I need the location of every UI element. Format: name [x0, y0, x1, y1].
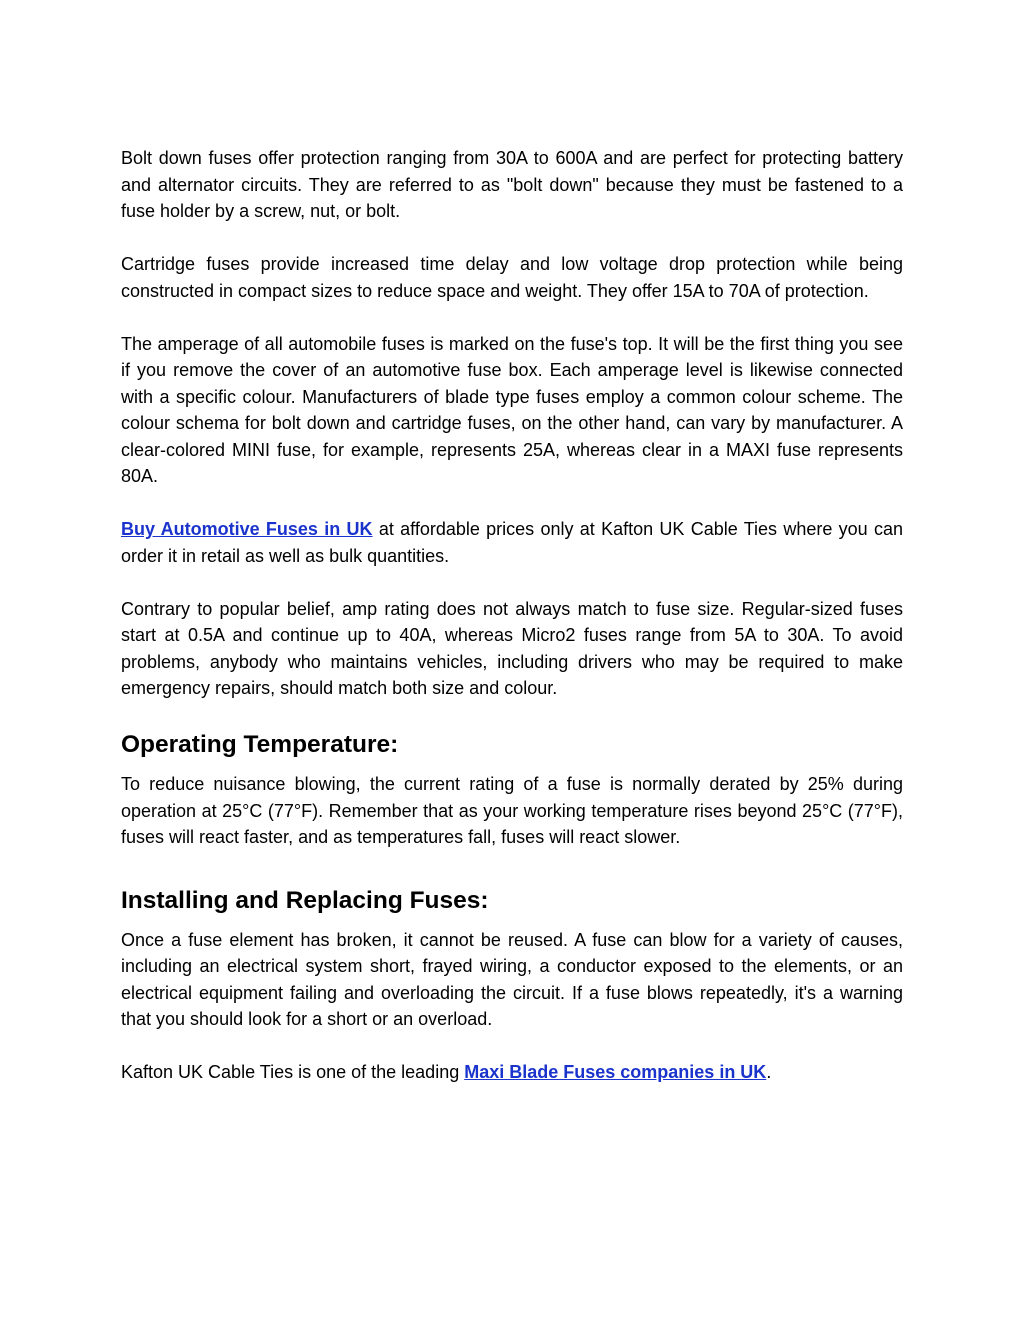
- paragraph-operating-temperature: To reduce nuisance blowing, the current rating of a fuse is normally derated by 25% during operation at 25°C (77°F). Remember that as your working temperature rises beyond 25°C (77°F), fuses will react faster, and as temperatures fall, fuses will react slower.: [121, 774, 903, 847]
- paragraph-installing-replacing-fuses: Once a fuse element has broken, it cannot be reused. A fuse can blow for a variety of causes, including an electrical system short, frayed wiring, a conductor exposed to the elements, or an electrical equipment failing and overloading the circuit. If a fuse blows repeatedly, it's a warning that you should look for a short or an overload.: [121, 929, 903, 1029]
- closing-text-after: .: [766, 1062, 772, 1082]
- paragraph-bolt-down-fuses: Bolt down fuses offer protection ranging from 30A to 600A and are perfect for protecting battery and alternator circuits. They are referred to as "bolt down" because they must be fastened to a fuse holder by a screw, nut, or bolt.: [121, 148, 903, 221]
- paragraph-amp-rating-size: Contrary to popular belief, amp rating does not always match to fuse size. Regular-sized fuses start at 0.5A and continue up to 40A, whereas Micro2 fuses range from 5A to 30A. To avoid problems, anybody who maintains vehicles, including drivers who may be required to make emergency repairs, should match both size and colour.: [121, 598, 903, 698]
- buy-fuses-text: at affordable prices only at Kafton UK Cable Ties where you can order it in retail as well as bulk quantities.: [121, 519, 903, 566]
- paragraph-cartridge-fuses: Cartridge fuses provide increased time delay and low voltage drop protection while being constructed in compact sizes to reduce space and weight. They offer 15A to 70A of protection.: [121, 254, 903, 301]
- heading-installing-replacing-fuses: Installing and Replacing Fuses:: [121, 886, 489, 914]
- paragraph-fuse-amperage: The amperage of all automobile fuses is marked on the fuse's top. It will be the first thing you see if you remove the cover of an automotive fuse box. Each amperage level is likewise connected with a specific colour. Manufacturers of blade type fuses employ a common colour scheme. The colour schema for bolt down and cartridge fuses, on the other hand, can vary by manufacturer. A clear-colored MINI fuse, for example, represents 25A, whereas clear in a MAXI fuse represents 80A.: [121, 333, 903, 486]
- heading-operating-temperature: Operating Temperature:: [121, 731, 399, 758]
- paragraph-closing: [121, 1059, 903, 1086]
- closing-text-before: Kafton UK Cable Ties is one of the leading: [121, 1062, 465, 1082]
- maxi-blade-fuses-link[interactable]: Maxi Blade Fuses companies in UK: [464, 1062, 767, 1082]
- document-page: [121, 145, 903, 1086]
- buy-automotive-fuses-link[interactable]: Buy Automotive Fuses in UK: [121, 519, 373, 539]
- paragraph-buy-fuses: [121, 516, 903, 569]
